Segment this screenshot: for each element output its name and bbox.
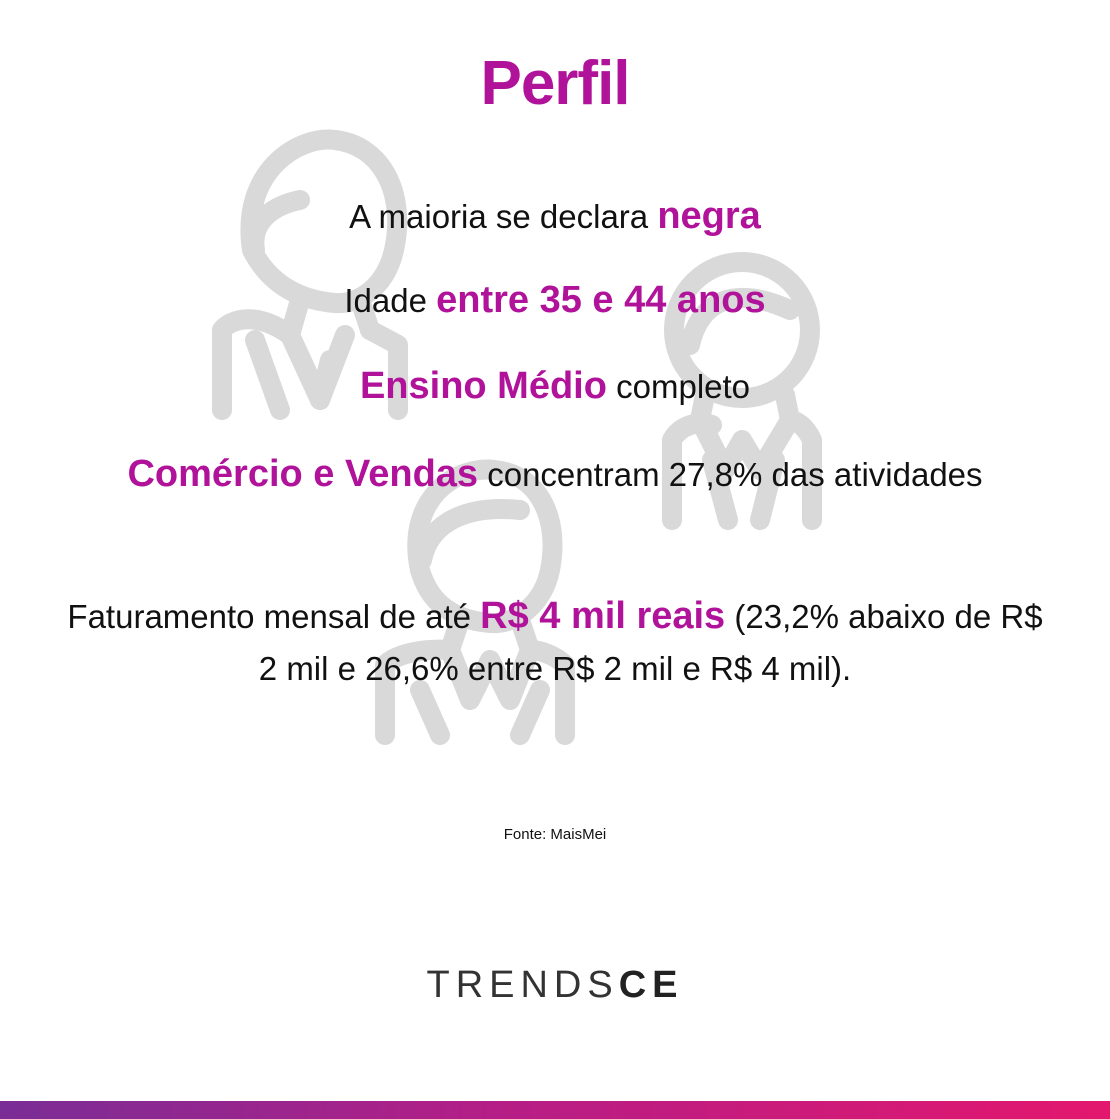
statement-text: Idade [344,282,437,319]
statement-text: A maioria se declara [349,198,658,235]
statement-text: completo [606,368,751,405]
statement-text: Faturamento mensal de até [67,598,481,635]
page-title: Perfil [480,49,630,118]
statement-ethnicity [60,190,1050,243]
brand-logo [0,964,1110,1007]
statement-highlight: negra [657,195,761,237]
statement-education [60,360,1050,413]
statement-activities [60,448,1050,501]
statement-highlight: entre 35 e 44 anos [436,279,766,321]
statement-highlight: Comércio e Vendas [127,453,479,495]
statement-revenue [60,590,1050,695]
statement-age [60,274,1050,327]
logo-text-bold: CE [618,964,684,1006]
statement-highlight: Ensino Médio [359,365,607,407]
source-note: Fonte: MaisMei [503,826,607,843]
statement-highlight: R$ 4 mil reais [480,595,726,637]
statement-text: (23,2% abaixo de R$ 2 mil e 26,6% entre R$ 2 mil e R$ 4 mil). [258,598,1043,687]
logo-text-light: TRENDS [426,964,619,1006]
footer-gradient-bar [0,1101,1110,1119]
statement-text: concentram 27,8% das atividades [478,456,983,493]
